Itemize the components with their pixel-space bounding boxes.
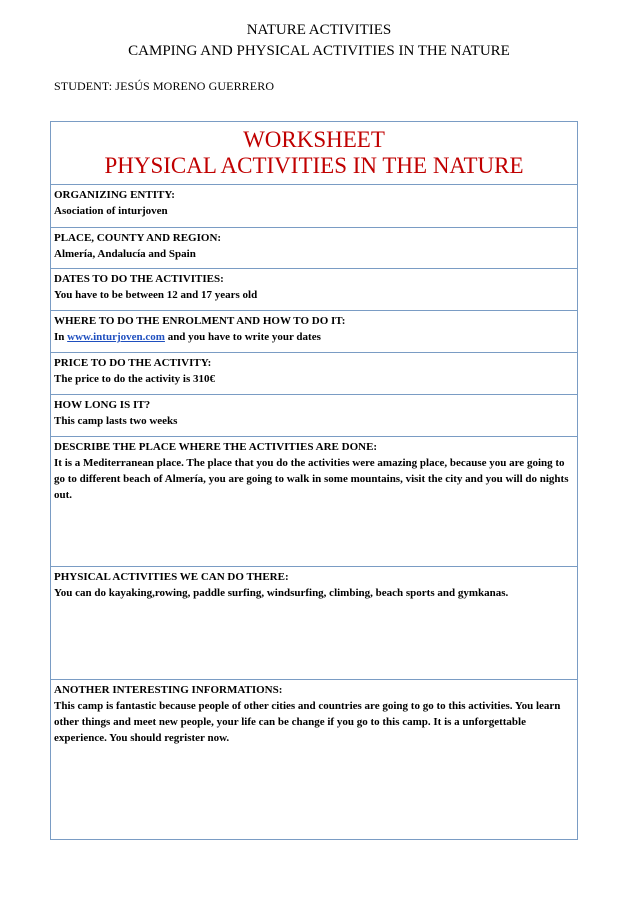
describe-place-label: DESCRIBE THE PLACE WHERE THE ACTIVITIES ARE DONE:: [54, 441, 378, 453]
organizing-entity-label: ORGANIZING ENTITY:: [54, 189, 175, 201]
document-subtitle: CAMPING AND PHYSICAL ACTIVITIES IN THE NATURE: [128, 43, 510, 59]
duration-value: This camp lasts two weeks: [54, 415, 178, 427]
row-price: [51, 352, 577, 394]
another-info-label: ANOTHER INTERESTING INFORMATIONS:: [54, 684, 283, 696]
physical-activities-label: PHYSICAL ACTIVITIES WE CAN DO THERE:: [54, 571, 289, 583]
worksheet-title: WORKSHEET: [243, 127, 385, 152]
dates-label: DATES TO DO THE ACTIVITIES:: [54, 273, 224, 285]
document-title: NATURE ACTIVITIES: [246, 22, 392, 38]
row-duration: [51, 394, 577, 436]
student-name: STUDENT: JESÚS MORENO GUERRERO: [54, 79, 275, 93]
row-place: [51, 227, 577, 268]
price-value: The price to do the activity is 310€: [54, 373, 216, 385]
enrolment-suffix: and you have to write your dates: [164, 331, 321, 343]
duration-label: HOW LONG IS IT?: [54, 399, 151, 411]
row-enrolment: [51, 310, 577, 352]
row-physical-activities: [51, 566, 577, 679]
place-label: PLACE, COUNTY AND REGION:: [54, 232, 222, 244]
enrolment-prefix: In: [54, 331, 68, 343]
worksheet-table: [50, 121, 578, 840]
row-another-info: [51, 679, 577, 838]
price-label: PRICE TO DO THE ACTIVITY:: [54, 357, 212, 369]
describe-place-value: It is a Mediterranean place. The place that you do the activities were amazing place, because you are going to go to different beach of Almería, you are going to walk in some mountains, visit the city and you will do nights out.: [54, 457, 569, 501]
physical-activities-value: You can do kayaking,rowing, paddle surfing, windsurfing, climbing, beach sports and gymkanas.: [54, 587, 509, 599]
row-describe-place: [51, 436, 577, 566]
row-dates: [51, 268, 577, 310]
worksheet-title-block: [51, 122, 577, 184]
worksheet-subtitle: PHYSICAL ACTIVITIES IN THE NATURE: [104, 153, 524, 178]
row-organizing-entity: [51, 184, 577, 227]
place-value: Almería, Andalucía and Spain: [54, 248, 196, 260]
another-info-value: This camp is fantastic because people of other cities and countries are going to go to this activities. You learn other things and meet new people, your life can be change if you go to this camp. It is a unforgettable experience. You should regrister now.: [54, 700, 561, 744]
enrolment-label: WHERE TO DO THE ENROLMENT AND HOW TO DO IT:: [54, 315, 346, 327]
organizing-entity-value: Asociation of inturjoven: [54, 205, 168, 217]
inturjoven-link[interactable]: www.inturjoven.com: [67, 331, 165, 343]
dates-value: You have to be between 12 and 17 years old: [54, 289, 258, 301]
enrolment-value: [54, 329, 574, 345]
